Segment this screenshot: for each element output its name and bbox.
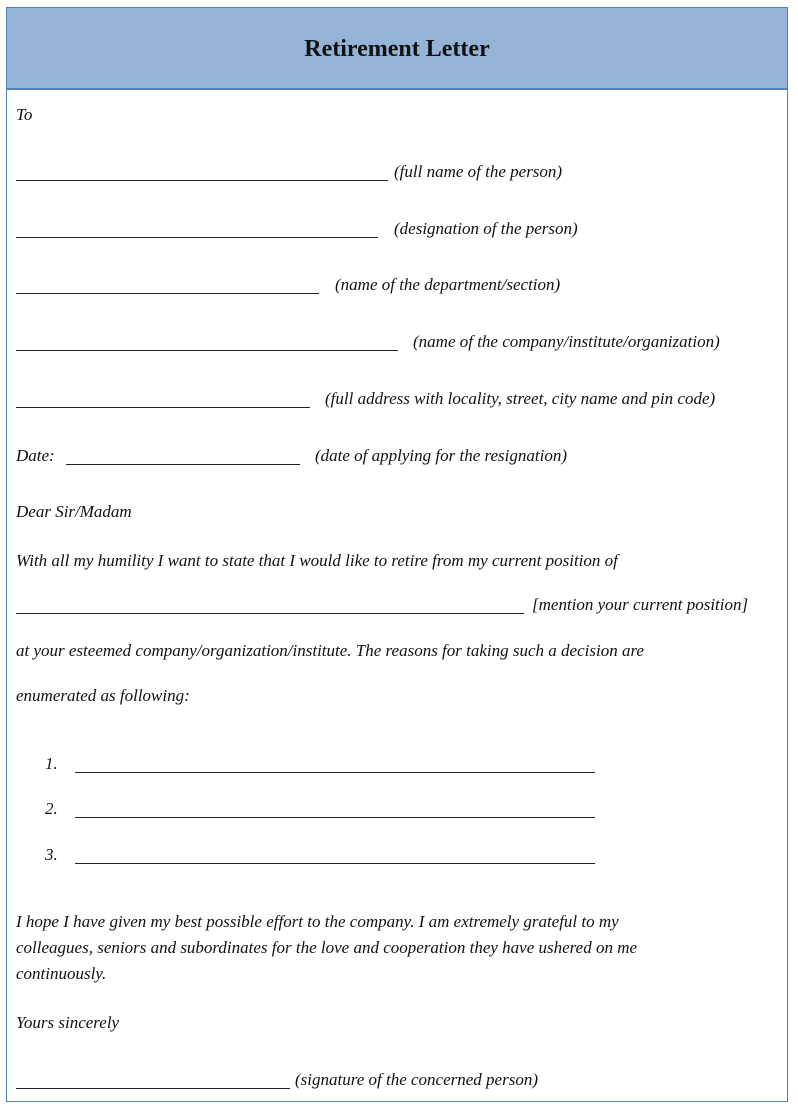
full-name-hint: (full name of the person)	[394, 162, 563, 181]
closing-line-3: continuously.	[16, 964, 107, 983]
reason-number-3: 3.	[45, 845, 58, 864]
reason-blank-2[interactable]	[75, 817, 595, 818]
to-label: To	[16, 105, 33, 124]
position-hint: [mention your current position]	[532, 595, 749, 614]
closing-line-1: I hope I have given my best possible effort to the company. I am extremely grateful to my	[16, 912, 619, 931]
address-hint: (full address with locality, street, city name and pin code)	[325, 389, 716, 408]
page-title: Retirement Letter	[304, 36, 490, 62]
closing-line-2: colleagues, seniors and subordinates for the love and cooperation they have ushered on me	[16, 938, 638, 957]
reason-number-1: 1.	[45, 754, 58, 773]
sign-off: Yours sincerely	[16, 1013, 120, 1032]
company-blank[interactable]	[16, 350, 398, 351]
date-label: Date:	[16, 446, 55, 465]
body-line-2: at your esteemed company/organization/institute. The reasons for taking such a decision are	[16, 641, 644, 660]
salutation: Dear Sir/Madam	[16, 502, 132, 521]
department-hint: (name of the department/section)	[335, 275, 561, 294]
body-intro: With all my humility I want to state that I would like to retire from my current position of	[16, 551, 618, 570]
address-blank[interactable]	[16, 407, 310, 408]
date-blank[interactable]	[66, 464, 300, 465]
reason-blank-3[interactable]	[75, 863, 595, 864]
date-hint: (date of applying for the resignation)	[315, 446, 567, 465]
company-hint: (name of the company/institute/organization)	[413, 332, 720, 351]
signature-hint: (signature of the concerned person)	[295, 1070, 538, 1089]
signature-blank[interactable]	[16, 1088, 290, 1089]
reason-number-2: 2.	[45, 799, 58, 818]
designation-hint: (designation of the person)	[394, 219, 578, 238]
position-blank[interactable]	[16, 613, 524, 614]
department-blank[interactable]	[16, 293, 319, 294]
reason-blank-1[interactable]	[75, 772, 595, 773]
full-name-blank[interactable]	[16, 180, 388, 181]
title-banner	[6, 7, 788, 90]
body-line-3: enumerated as following:	[16, 686, 190, 705]
designation-blank[interactable]	[16, 237, 378, 238]
